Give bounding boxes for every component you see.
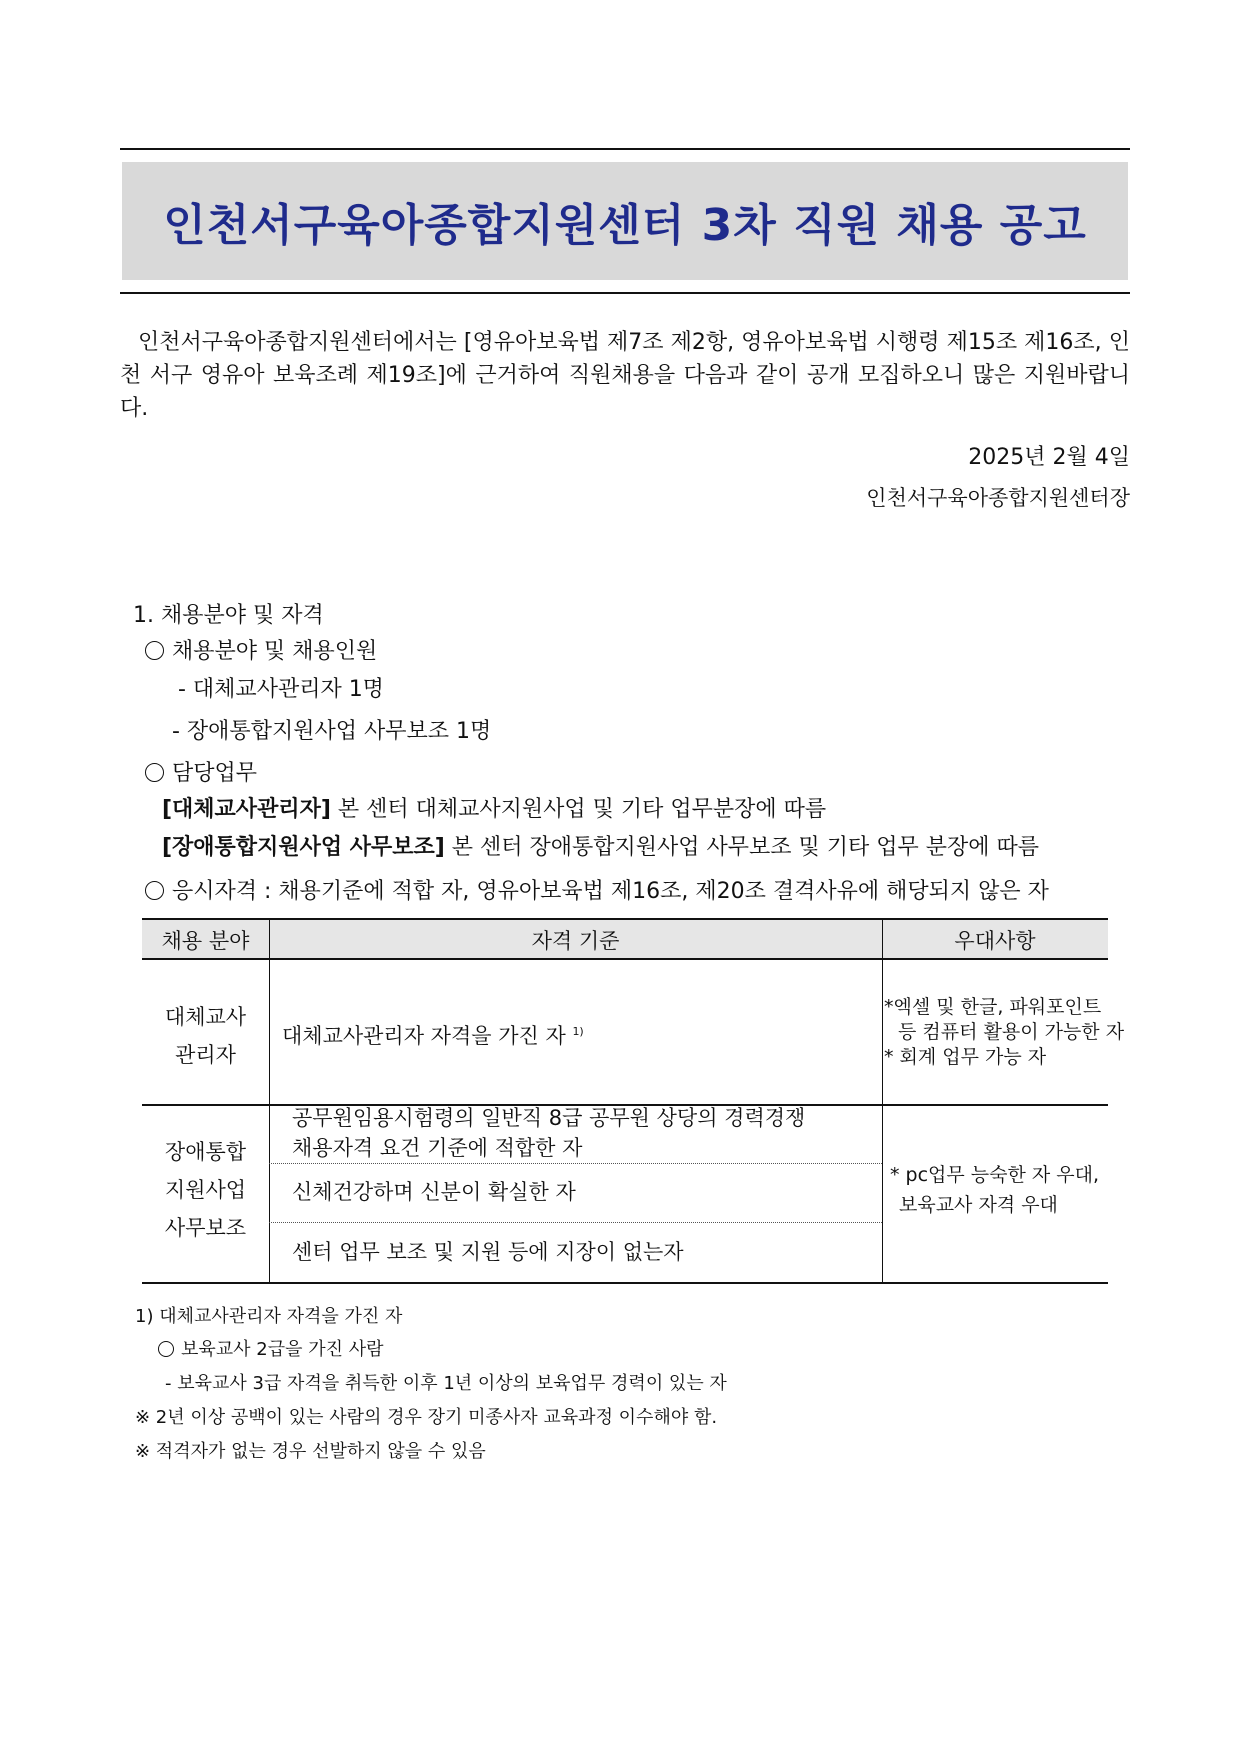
footnote: - 보육교사 3급 자격을 취득한 이후 1년 이상의 보육업무 경력이 있는 자 xyxy=(165,1373,727,1394)
footnote: 1) 대체교사관리자 자격을 가진 자 xyxy=(135,1306,403,1327)
table-cell-criteria xyxy=(282,1020,584,1050)
table-cell-field: 지원사업 xyxy=(164,1178,247,1202)
circle-bullet-icon xyxy=(145,641,164,660)
table-cell-field: 사무보조 xyxy=(164,1216,247,1240)
intro-text: 인천서구육아종합지원센터에서는 [영유아보육법 제7조 제2항, 영유아보육법 시행령 제15조 제16조, 인천 서구 영유아 보육조례 제19조]에 근거하여 직원채용을 다음과 같이 공개 모집하오니 많은 지원바랍니다. xyxy=(120,330,1130,421)
table-header: 자격 기준 xyxy=(531,929,620,953)
table-cell-criteria: 신체건강하며 신분이 확실한 자 xyxy=(292,1180,576,1204)
duty-item xyxy=(162,792,826,823)
duty-text: 본 센터 대체교사지원사업 및 기타 업무분장에 따름 xyxy=(330,797,827,822)
duties-heading-text: 담당업무 xyxy=(172,761,258,786)
fields-heading-text: 채용분야 및 채용인원 xyxy=(172,639,378,664)
issuer: 인천서구육아종합지원센터장 xyxy=(866,486,1130,510)
criteria-text: 대체교사관리자 자격을 가진 자 xyxy=(282,1024,566,1048)
table-cell-criteria: 공무원임용시험령의 일반직 8급 공무원 상당의 경력경쟁 xyxy=(292,1106,806,1130)
table-border-bottom xyxy=(142,1282,1108,1284)
table-cell-preference: 등 컴퓨터 활용이 가능한 자 xyxy=(898,1021,1125,1043)
duty-label: [대체교사관리자] xyxy=(162,797,331,822)
top-rule xyxy=(120,148,1130,150)
table-header: 우대사항 xyxy=(954,929,1036,953)
eligibility-text: 응시자격 : 채용기준에 적합 자, 영유아보육법 제16조, 제20조 결격사유에 해당되지 않은 자 xyxy=(172,879,1049,904)
footnote: ※ 적격자가 없는 경우 선발하지 않을 수 있음 xyxy=(135,1441,486,1462)
table-cell-preference: * 회계 업무 가능 자 xyxy=(884,1046,1047,1068)
table-col-divider xyxy=(269,918,270,1284)
table-cell-preference: *엑셀 및 한글, 파워포인트 xyxy=(884,996,1102,1018)
qualification-table xyxy=(142,918,1125,1284)
footnote-text: 보육교사 2급을 가진 사람 xyxy=(181,1339,384,1360)
announcement-date: 2025년 2월 4일 xyxy=(968,445,1130,470)
circle-bullet-icon xyxy=(145,881,164,900)
circle-bullet-icon xyxy=(158,1341,174,1357)
title-bottom-rule xyxy=(120,292,1130,294)
duty-text: 본 센터 장애통합지원사업 사무보조 및 기타 업무 분장에 따름 xyxy=(444,835,1040,860)
field-item: - 장애통합지원사업 사무보조 1명 xyxy=(172,719,492,744)
section-heading: 1. 채용분야 및 자격 xyxy=(133,603,324,628)
table-cell-criteria: 채용자격 요건 기준에 적합한 자 xyxy=(292,1136,583,1160)
table-cell-field: 관리자 xyxy=(175,1043,236,1067)
title-banner xyxy=(122,162,1128,280)
page-title: 인천서구육아종합지원센터 3차 직원 채용 공고 xyxy=(163,200,1087,251)
table-border-top xyxy=(142,918,1108,920)
duties-heading xyxy=(145,756,257,787)
table-header: 채용 분야 xyxy=(161,929,250,953)
duty-label: [장애통합지원사업 사무보조] xyxy=(162,835,445,860)
eligibility xyxy=(145,874,1049,905)
table-cell-criteria: 센터 업무 보조 및 지원 등에 지장이 없는자 xyxy=(292,1240,684,1264)
duty-item xyxy=(162,830,1039,861)
table-cell-preference: 보육교사 자격 우대 xyxy=(899,1194,1058,1216)
table-cell-field: 대체교사 xyxy=(164,1005,247,1029)
table-col-divider xyxy=(882,918,883,1284)
table-cell-field: 장애통합 xyxy=(164,1140,247,1164)
intro-paragraph xyxy=(120,326,1130,425)
footnote xyxy=(158,1335,384,1361)
fields-heading xyxy=(145,634,377,665)
circle-bullet-icon xyxy=(145,763,164,782)
table-header-rule xyxy=(142,958,1108,960)
footnote: ※ 2년 이상 공백이 있는 사람의 경우 장기 미종사자 교육과정 이수해야 함. xyxy=(135,1407,718,1428)
table-cell-preference: * pc업무 능숙한 자 우대, xyxy=(890,1164,1100,1186)
footnote-marker: 1) xyxy=(572,1025,584,1038)
table-dotted-rule xyxy=(269,1222,882,1223)
field-item: - 대체교사관리자 1명 xyxy=(178,677,384,702)
table-dotted-rule xyxy=(269,1163,882,1164)
